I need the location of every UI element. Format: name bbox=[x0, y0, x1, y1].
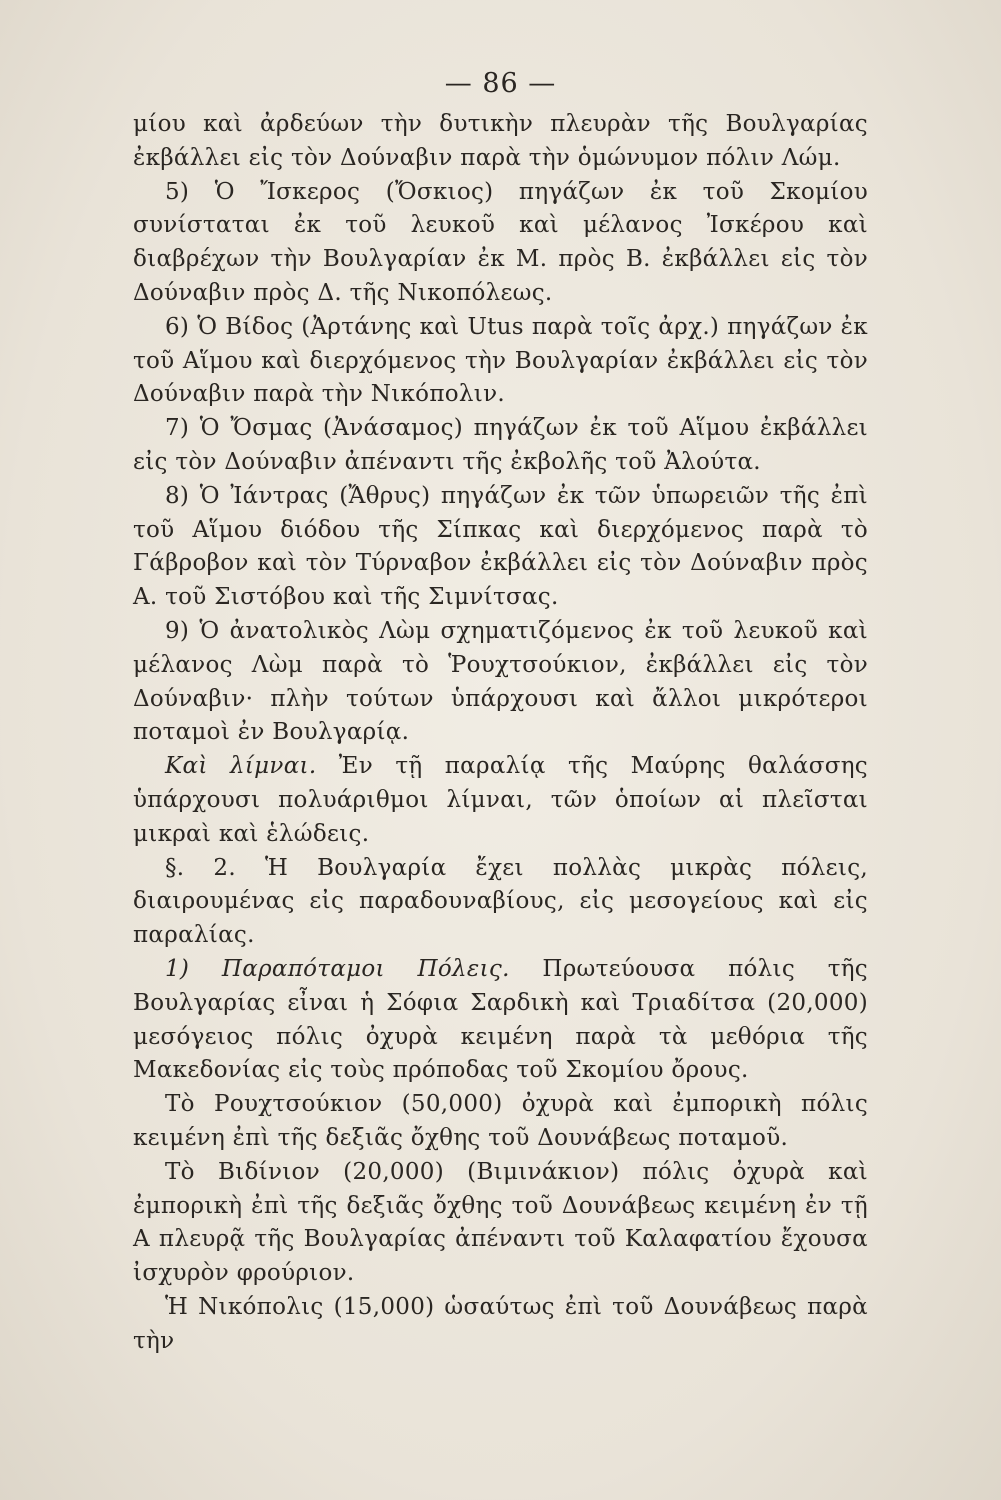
paragraph-lakes bbox=[133, 750, 868, 851]
riverside-text: Πρωτεύουσα πόλις τῆς Βουλγαρίας εἶναι ἡ Σόφια Σαρδικὴ καὶ Τριαδίτσα (20,000) μεσόγειος πόλις ὀχυρὰ κειμένη παρὰ τὰ μεθόρια τῆς Μακεδονίας εἰς τοὺς πρόποδας τοῦ Σκομίου ὄρους. bbox=[133, 955, 868, 1084]
paragraph-river-9: 9) Ὁ ἀνατολικὸς Λὼμ σχηματιζόμενος ἐκ τοῦ λευκοῦ καὶ μέλανος Λὼμ παρὰ τὸ Ῥουχτσούκιον, ἐκβάλλει εἰς τὸν Δούναβιν· πλὴν τούτων ὑπάρχουσι καὶ ἄλλοι μικρότεροι ποταμοὶ ἐν Βουλγαρίᾳ. bbox=[133, 617, 868, 746]
paragraph-riverside-cities bbox=[133, 953, 868, 1088]
paragraph-river-5: 5) Ὁ Ἴσκερος (Ὄσκιος) πηγάζων ἐκ τοῦ Σκομίου συνίσταται ἐκ τοῦ λευκοῦ καὶ μέλανος Ἰσκέρου καὶ διαβρέχων τὴν Βουλγαρίαν ἐκ Μ. πρὸς Β. ἐκβάλλει εἰς τὸν Δούναβιν πρὸς Δ. τῆς Νικοπόλεως. bbox=[133, 178, 868, 306]
paragraph-nikopolis: Ἡ Νικόπολις (15,000) ὡσαύτως ἐπὶ τοῦ Δουνάβεως παρὰ τὴν bbox=[133, 1293, 868, 1354]
paragraph-river-7: 7) Ὁ Ὄσμας (Ἀνάσαμος) πηγάζων ἐκ τοῦ Αἵμου ἐκβάλλει εἰς τὸν Δούναβιν ἀπέναντι τῆς ἐκβολῆς τοῦ Ἀλούτα. bbox=[133, 415, 868, 475]
body-text bbox=[133, 108, 868, 1358]
paragraph-river-6: 6) Ὁ Βίδος (Ἀρτάνης καὶ Utus παρὰ τοῖς ἀρχ.) πηγάζων ἐκ τοῦ Αἵμου καὶ διερχόμενος τὴν Βουλγαρίαν ἐκβάλλει εἰς τὸν Δούναβιν παρὰ τὴν Νικόπολιν. bbox=[133, 313, 868, 408]
paragraph-river-8: 8) Ὁ Ἰάντρας (Ἄθρυς) πηγάζων ἐκ τῶν ὑπωρειῶν τῆς ἐπὶ τοῦ Αἵμου διόδου τῆς Σίπκας καὶ διερχόμενος παρὰ τὸ Γάβροβον καὶ τὸν Τύρναβον ἐκβάλλει εἰς τὸν Δούναβιν πρὸς Α. τοῦ Σιστόβου καὶ τῆς Σιμνίτσας. bbox=[133, 482, 868, 611]
paragraph-continuation: μίου καὶ ἀρδεύων τὴν δυτικὴν πλευρὰν τῆς Βουλγαρίας ἐκβάλλει εἰς τὸν Δούναβιν παρὰ τὴν ὁμώνυμον πόλιν Λώμ. bbox=[133, 111, 868, 171]
lakes-text: Ἐν τῇ παραλίᾳ τῆς Μαύρης θαλάσσης ὑπάρχουσι πολυάριθμοι λίμναι, τῶν ὁποίων αἱ πλεῖσται μικραὶ καὶ ἑλώδεις. bbox=[133, 753, 868, 847]
paragraph-section-2: §. 2. Ἡ Βουλγαρία ἔχει πολλὰς μικρὰς πόλεις, διαιρουμένας εἰς παραδουναβίους, εἰς μεσογείους καὶ εἰς παραλίας. bbox=[133, 854, 868, 949]
paragraph-vidin: Τὸ Βιδίνιον (20,000) (Βιμινάκιον) πόλις ὀχυρὰ καὶ ἐμπορικὴ ἐπὶ τῆς δεξιᾶς ὄχθης τοῦ Δουνάβεως κειμένη ἐν τῇ Α πλευρᾷ τῆς Βουλγαρίας ἀπέναντι τοῦ Καλαφατίου ἔχουσα ἰσχυρὸν φρούριον. bbox=[133, 1158, 868, 1287]
lakes-heading: Καὶ λίμναι. bbox=[165, 753, 317, 780]
page-number: — 86 — bbox=[444, 68, 557, 99]
riverside-heading: 1) Παραπόταμοι Πόλεις. bbox=[165, 955, 510, 982]
paragraph-rouschouk: Τὸ Ρουχτσούκιον (50,000) ὀχυρὰ καὶ ἐμπορικὴ πόλις κειμένη ἐπὶ τῆς δεξιᾶς ὄχθης τοῦ Δουνάβεως ποταμοῦ. bbox=[133, 1091, 868, 1151]
